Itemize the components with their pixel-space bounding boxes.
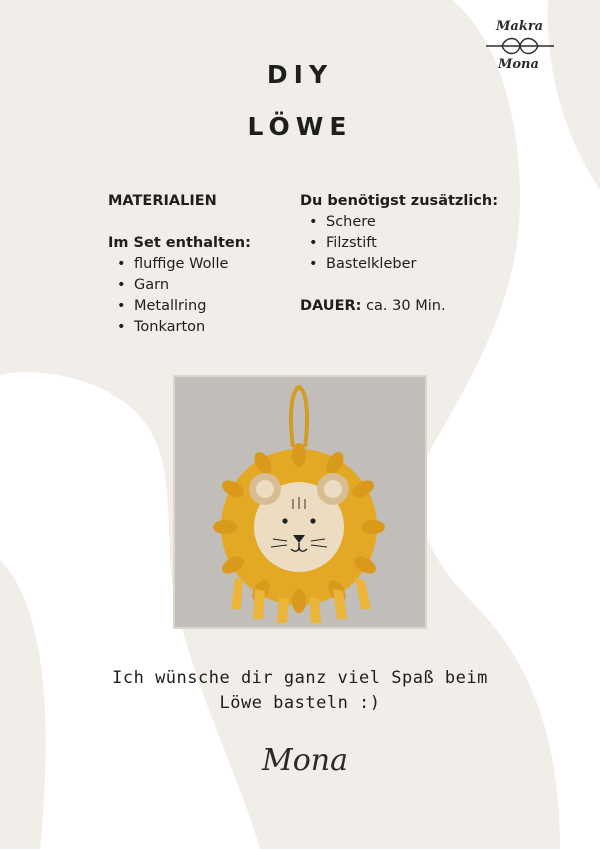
additional-column: [300, 191, 520, 317]
closing-line2: Löwe basteln :): [219, 693, 381, 713]
list-item: • Bastelkleber: [326, 254, 520, 275]
title-line1: DIY: [266, 60, 334, 89]
materials-column: [108, 191, 288, 338]
list-item: • fluffige Wolle: [134, 254, 288, 275]
duration-label: DAUER:: [300, 298, 362, 314]
set-items-list: [108, 254, 288, 338]
signature-text: Mona: [262, 743, 348, 778]
list-item: • Filzstift: [326, 233, 520, 254]
signature: [258, 728, 368, 788]
list-item: • Metallring: [134, 296, 288, 317]
logo-line2: Mona: [498, 57, 539, 72]
set-heading: Im Set enthalten:: [108, 235, 251, 251]
list-item: • Tonkarton: [134, 317, 288, 338]
title-line2: LÖWE: [247, 112, 353, 141]
additional-items-list: [300, 212, 520, 275]
knot-icon: [486, 39, 554, 54]
closing-line1: Ich wünsche dir ganz viel Spaß beim: [112, 668, 488, 688]
lion-wreath-illustration: [175, 377, 425, 627]
logo-line1: Makra: [496, 19, 544, 34]
materials-heading: MATERIALIEN: [108, 193, 217, 209]
lion-wreath-photo: [173, 375, 427, 629]
list-item: • Schere: [326, 212, 520, 233]
duration-value: ca. 30 Min.: [366, 298, 446, 314]
additional-heading: Du benötigst zusätzlich:: [300, 193, 499, 209]
duration-line: [300, 296, 520, 317]
closing-message: [0, 666, 600, 716]
list-item: • Garn: [134, 275, 288, 296]
